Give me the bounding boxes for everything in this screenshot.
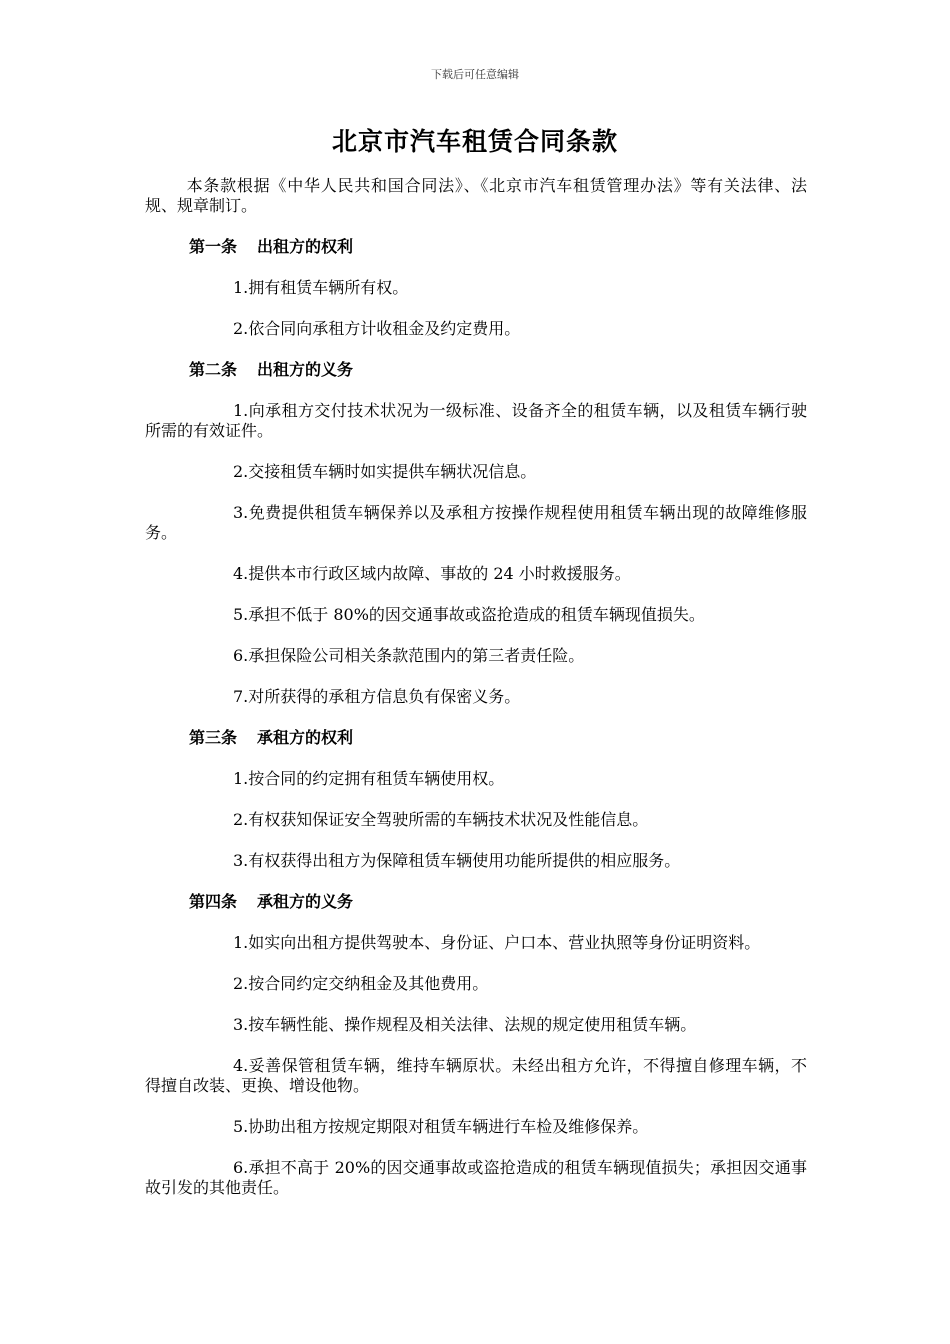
section-heading-2 xyxy=(145,360,807,380)
list-item: 3.有权获得出租方为保障租赁车辆使用功能所提供的相应服务。 xyxy=(233,851,681,870)
document-title: 北京市汽车租赁合同条款 xyxy=(331,127,618,156)
section-label: 第一条 xyxy=(189,237,238,256)
section-title: 出租方的义务 xyxy=(257,360,354,379)
list-item: 1.按合同的约定拥有租赁车辆使用权。 xyxy=(233,769,505,788)
section-label: 第三条 xyxy=(189,728,238,747)
list-item: 1.如实向出租方提供驾驶本、身份证、户口本、营业执照等身份证明资料。 xyxy=(233,933,761,952)
section-heading-4 xyxy=(145,892,807,912)
section-title: 出租方的权利 xyxy=(257,237,354,256)
document-body xyxy=(145,176,807,1198)
list-item: 5.协助出租方按规定期限对租赁车辆进行车检及维修保养。 xyxy=(233,1117,649,1136)
list-item: 7.对所获得的承租方信息负有保密义务。 xyxy=(233,687,521,706)
section-label: 第四条 xyxy=(189,892,238,911)
list-item: 2.按合同约定交纳租金及其他费用。 xyxy=(233,974,489,993)
list-item: 2.交接租赁车辆时如实提供车辆状况信息。 xyxy=(233,462,537,481)
list-item: 2.有权获知保证安全驾驶所需的车辆技术状况及性能信息。 xyxy=(233,810,649,829)
list-item: 3.免费提供租赁车辆保养以及承租方按操作规程使用租赁车辆出现的故障维修服务。 xyxy=(145,503,807,542)
list-item: 3.按车辆性能、操作规程及相关法律、法规的规定使用租赁车辆。 xyxy=(233,1015,697,1034)
section-label: 第二条 xyxy=(189,360,238,379)
section-title: 承租方的义务 xyxy=(257,892,354,911)
list-item: 6.承担保险公司相关条款范围内的第三者责任险。 xyxy=(233,646,585,665)
list-item: 1.向承租方交付技术状况为一级标准、设备齐全的租赁车辆，以及租赁车辆行驶所需的有效证件。 xyxy=(145,401,807,440)
list-item: 2.依合同向承租方计收租金及约定费用。 xyxy=(233,319,521,338)
intro-paragraph: 本条款根据《中华人民共和国合同法》、《北京市汽车租赁管理办法》等有关法律、法规、规章制订。 xyxy=(145,176,807,215)
list-item: 6.承担不高于 20%的因交通事故或盗抢造成的租赁车辆现值损失；承担因交通事故引发的其他责任。 xyxy=(145,1158,807,1197)
list-item: 4.提供本市行政区域内故障、事故的 24 小时救援服务。 xyxy=(233,564,631,583)
section-title: 承租方的权利 xyxy=(257,728,354,747)
section-heading-1 xyxy=(145,237,807,257)
list-item: 4.妥善保管租赁车辆，维持车辆原状。未经出租方允许，不得擅自修理车辆，不得擅自改装、更换、增设他物。 xyxy=(145,1056,807,1095)
list-item: 1.拥有租赁车辆所有权。 xyxy=(233,278,409,297)
section-heading-3 xyxy=(145,728,807,748)
header-note: 下载后可任意编辑 xyxy=(431,68,519,81)
list-item: 5.承担不低于 80%的因交通事故或盗抢造成的租赁车辆现值损失。 xyxy=(233,605,705,624)
